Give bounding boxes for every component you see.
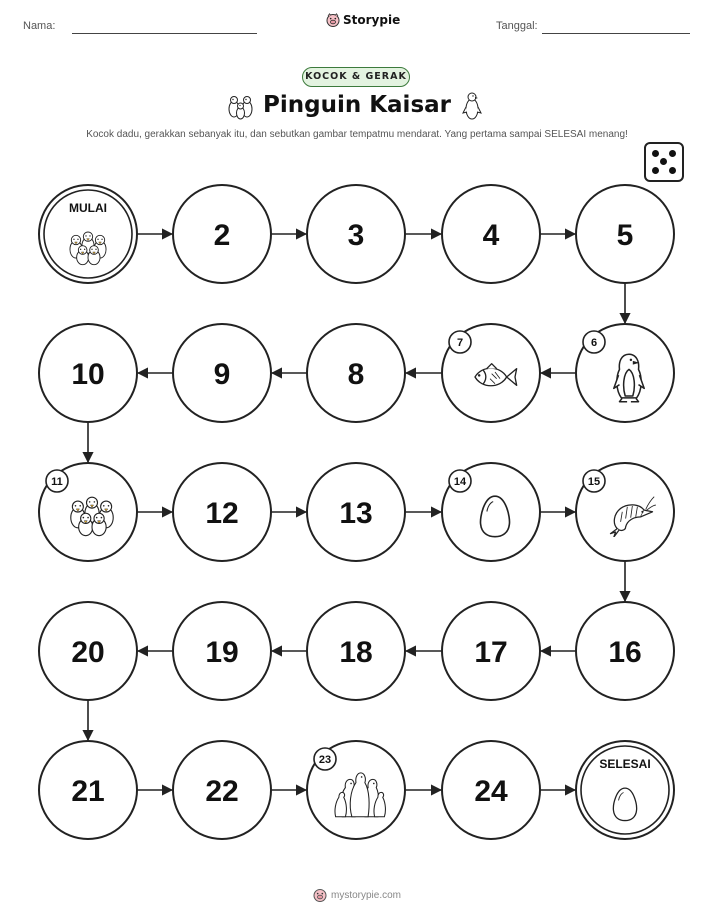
space-number: 12 bbox=[205, 497, 239, 530]
space-number: 5 bbox=[616, 219, 634, 252]
board-space-3[interactable] bbox=[307, 185, 405, 283]
board-space-4[interactable] bbox=[442, 185, 540, 283]
space-number: 21 bbox=[71, 775, 105, 808]
board-space-11[interactable] bbox=[39, 463, 137, 561]
space-number: 2 bbox=[213, 219, 231, 252]
board-space-8[interactable] bbox=[307, 324, 405, 422]
board-space-15[interactable] bbox=[576, 463, 674, 561]
board-space-23[interactable] bbox=[307, 741, 405, 839]
space-number: 17 bbox=[474, 636, 508, 669]
board-space-7[interactable] bbox=[442, 324, 540, 422]
space-number: 19 bbox=[205, 636, 239, 669]
board-space-12[interactable] bbox=[173, 463, 271, 561]
date-label: Tanggal: bbox=[496, 20, 538, 32]
board-space-18[interactable] bbox=[307, 602, 405, 700]
board-space-22[interactable] bbox=[173, 741, 271, 839]
activity-badge: KOCOK & GERAK bbox=[302, 67, 410, 87]
finish-label: SELESAI bbox=[599, 757, 651, 771]
space-number: 3 bbox=[347, 219, 365, 252]
space-number: 18 bbox=[339, 636, 373, 669]
space-number-tag: 7 bbox=[456, 337, 464, 349]
space-number: 8 bbox=[347, 358, 365, 391]
start-label: MULAI bbox=[69, 201, 107, 215]
board-space-2[interactable] bbox=[173, 185, 271, 283]
space-number: 9 bbox=[213, 358, 231, 391]
footer-url: mystorypie.com bbox=[330, 889, 401, 901]
space-number: 24 bbox=[474, 775, 508, 808]
board-space-9[interactable] bbox=[173, 324, 271, 422]
board-space-16[interactable] bbox=[576, 602, 674, 700]
space-number-tag: 23 bbox=[318, 754, 332, 766]
space-number: 10 bbox=[71, 358, 105, 391]
name-label: Nama: bbox=[23, 20, 56, 32]
space-number: 4 bbox=[482, 219, 500, 252]
space-number: 16 bbox=[608, 636, 642, 669]
space-number: 13 bbox=[339, 497, 373, 530]
brand-name: Storypie bbox=[343, 13, 401, 27]
board-space-1[interactable] bbox=[39, 185, 137, 283]
board-space-25[interactable] bbox=[576, 741, 674, 839]
board-space-6[interactable] bbox=[576, 324, 674, 422]
board-space-21[interactable] bbox=[39, 741, 137, 839]
board-space-17[interactable] bbox=[442, 602, 540, 700]
footer bbox=[0, 888, 714, 902]
board-space-14[interactable] bbox=[442, 463, 540, 561]
page-title: Pinguin Kaisar bbox=[263, 92, 451, 118]
board-space-13[interactable] bbox=[307, 463, 405, 561]
board-space-10[interactable] bbox=[39, 324, 137, 422]
space-number: 22 bbox=[205, 775, 239, 808]
space-number-tag: 15 bbox=[587, 476, 601, 488]
board-space-19[interactable] bbox=[173, 602, 271, 700]
space-number-tag: 6 bbox=[590, 337, 598, 349]
board-space-5[interactable] bbox=[576, 185, 674, 283]
board-space-20[interactable] bbox=[39, 602, 137, 700]
space-number-tag: 14 bbox=[453, 476, 467, 488]
instructions-text: Kocok dadu, gerakkan sebanyak itu, dan sebutkan gambar tempatmu mendarat. Yang pertama sampai SELESAI menang! bbox=[86, 129, 628, 140]
pig-icon bbox=[313, 888, 327, 902]
space-number-tag: 11 bbox=[51, 476, 63, 488]
space-number: 20 bbox=[71, 636, 105, 669]
board-space-24[interactable] bbox=[442, 741, 540, 839]
